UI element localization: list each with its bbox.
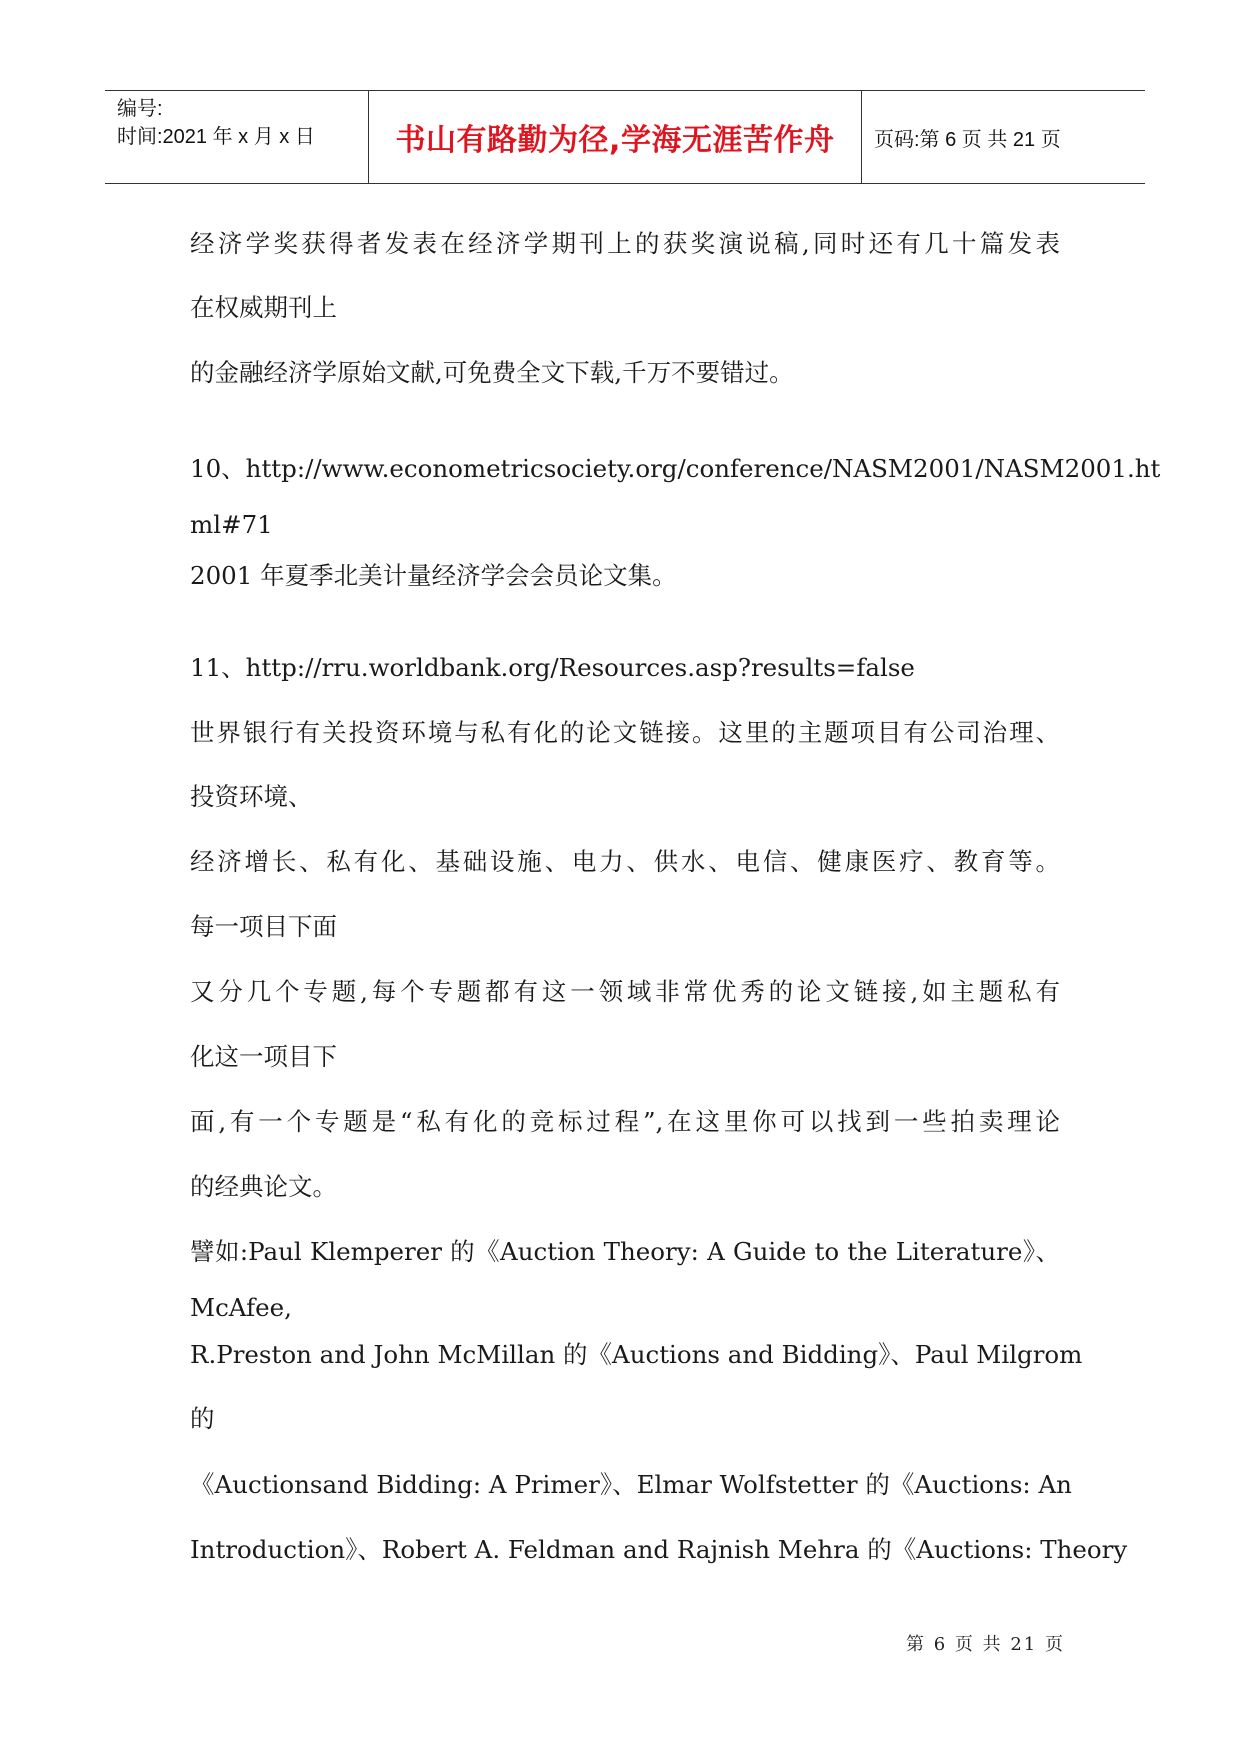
body-line: 化这一项目下 xyxy=(190,1042,337,1071)
body-line: 在权威期刊上 xyxy=(190,293,337,322)
body-line: 面,有一个专题是“私有化的竞标过程”,在这里你可以找到一些拍卖理论 xyxy=(190,1107,1060,1136)
body-line: 投资环境、 xyxy=(190,782,313,811)
body-line: ml#71 xyxy=(190,510,273,539)
body-line: 2001 年夏季北美计量经济学会会员论文集。 xyxy=(190,561,677,590)
body-line: 又分几个专题,每个专题都有这一领域非常优秀的论文链接,如主题私有 xyxy=(190,977,1060,1006)
body-line: 譬如:Paul Klemperer 的《Auction Theory: A Guide to the Literature》、 xyxy=(190,1237,1060,1266)
header-right-cell xyxy=(862,91,1145,183)
body-line: 的 xyxy=(190,1404,215,1433)
serial-number-label: 编号: xyxy=(117,98,163,120)
body-line: Introduction》、Robert A. Feldman and Rajnish Mehra 的《Auctions: Theory xyxy=(190,1535,1128,1564)
body-line-url: 11、http://rru.worldbank.org/Resources.asp?results=false xyxy=(190,653,915,682)
date-label: 时间:2021 年 x 月 x 日 xyxy=(117,126,315,148)
body-line: 的金融经济学原始文献,可免费全文下载,千万不要错过。 xyxy=(190,358,794,387)
body-line: 每一项目下面 xyxy=(190,912,337,941)
body-line: McAfee, xyxy=(190,1293,292,1322)
body-line: 《Auctionsand Bidding: A Primer》、Elmar Wolfstetter 的《Auctions: An xyxy=(190,1470,1072,1499)
body-line: 经济增长、私有化、基础设施、电力、供水、电信、健康医疗、教育等。 xyxy=(190,847,1060,876)
page-header xyxy=(105,90,1145,184)
body-line-url: 10、http://www.econometricsociety.org/conference/NASM2001/NASM2001.ht xyxy=(190,454,1161,483)
body-line: 的经典论文。 xyxy=(190,1172,337,1201)
header-left-cell xyxy=(105,91,369,183)
header-motto: 书山有路勤为径,学海无涯苦作舟 xyxy=(395,123,835,158)
body-line: 世界银行有关投资环境与私有化的论文链接。这里的主题项目有公司治理、 xyxy=(190,718,1060,747)
header-middle-cell xyxy=(369,91,862,183)
page-footer-number: 第 6 页 共 21 页 xyxy=(906,1634,1065,1655)
body-line: 经济学奖获得者发表在经济学期刊上的获奖演说稿,同时还有几十篇发表 xyxy=(190,229,1060,258)
body-line: R.Preston and John McMillan 的《Auctions and Bidding》、Paul Milgrom xyxy=(190,1340,1083,1369)
header-page-number: 页码:第 6 页 共 21 页 xyxy=(874,128,1061,151)
